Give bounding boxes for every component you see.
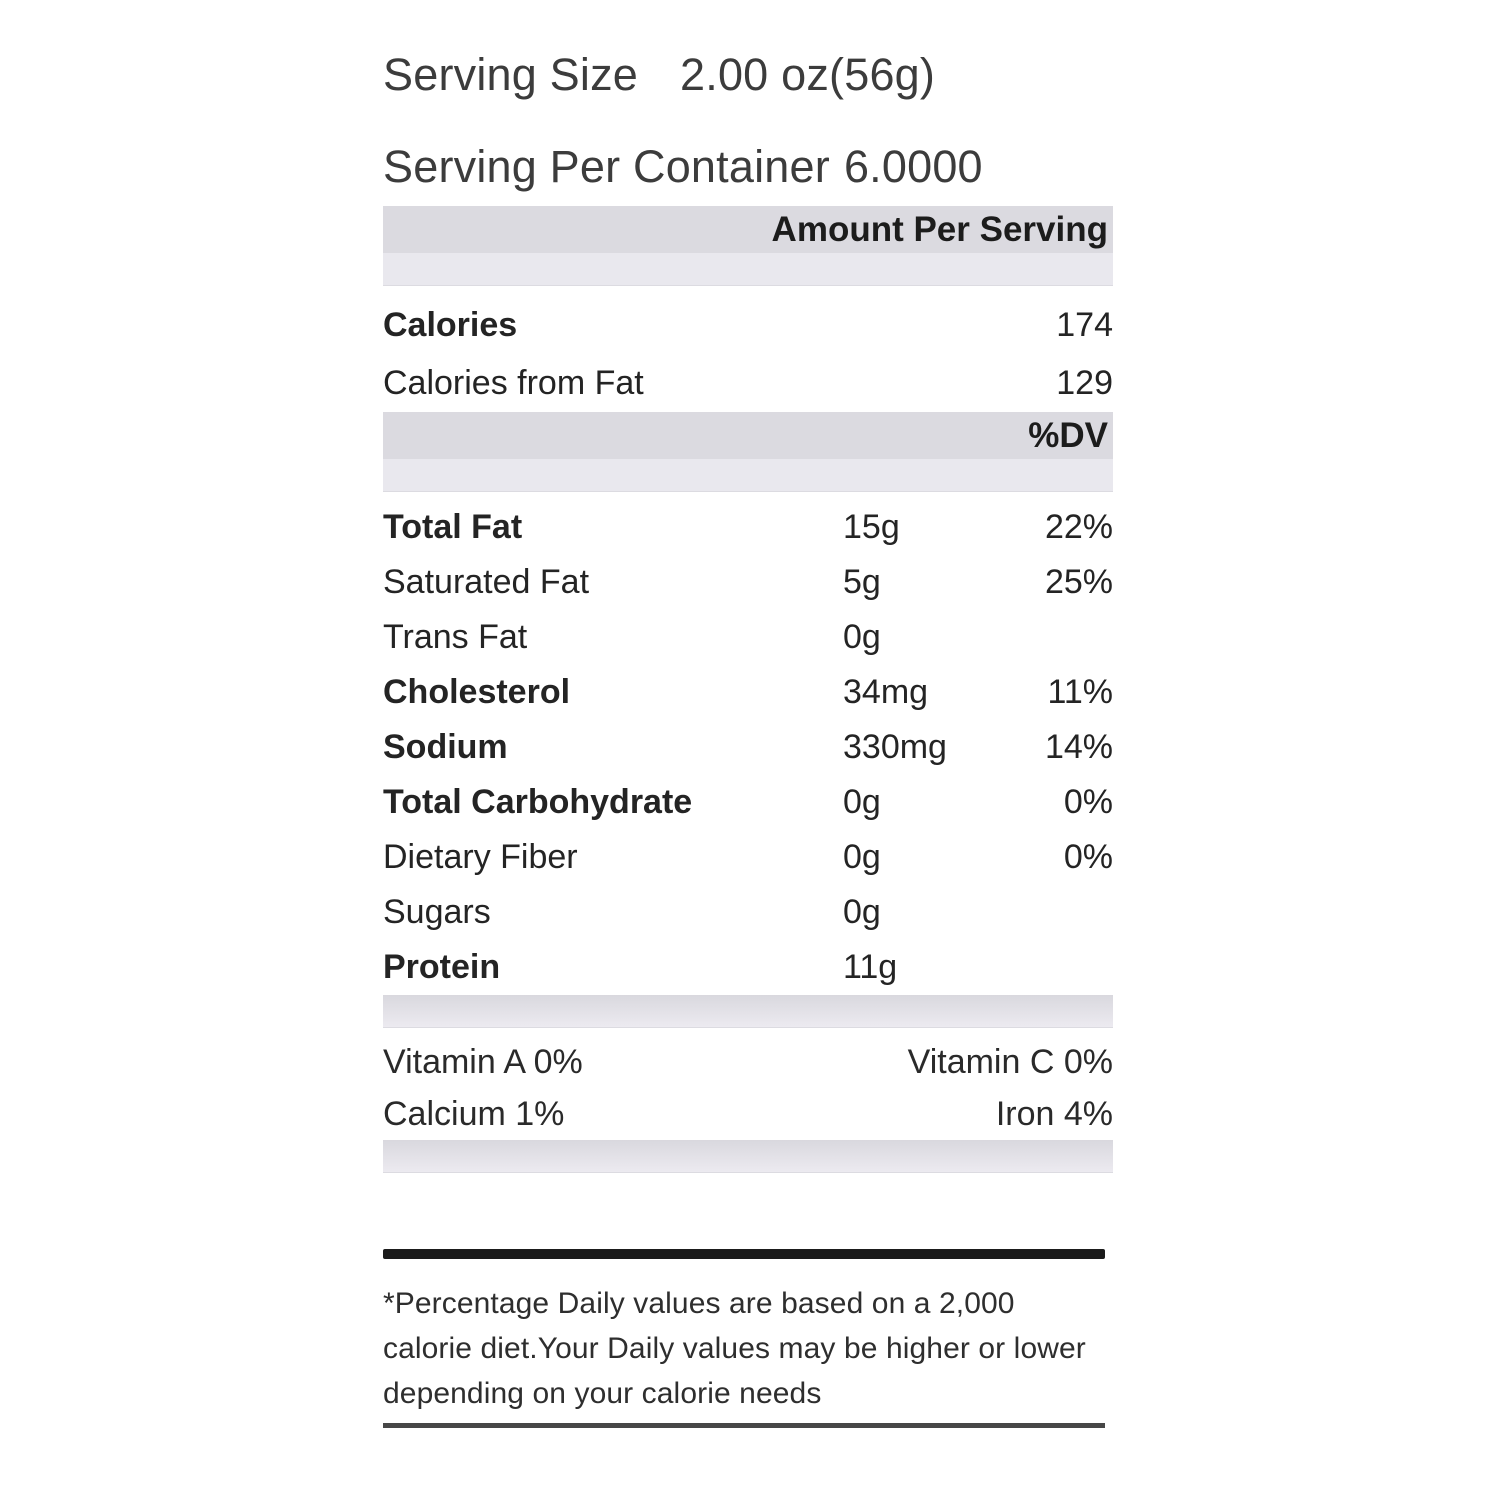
daily-value-header-text: %DV xyxy=(1028,415,1108,455)
nutrient-amount: 15g xyxy=(843,508,900,546)
calories-label: Calories xyxy=(383,305,518,344)
nutrient-amount: 11g xyxy=(843,948,898,986)
nutrient-label: Saturated Fat xyxy=(383,563,590,601)
nutrient-dv: 14% xyxy=(1044,728,1113,766)
thick-divider-rule xyxy=(383,1249,1105,1259)
servings-per-container-line xyxy=(383,140,1113,194)
nutrient-label: Protein xyxy=(383,948,501,986)
nutrient-amount: 0g xyxy=(843,838,881,876)
vitamin-a-value: Vitamin A 0% xyxy=(383,1042,583,1081)
nutrient-dv: 0% xyxy=(1063,783,1113,821)
nutrient-row-total-carbohydrate xyxy=(383,775,1113,830)
serving-size-label: Serving Size xyxy=(383,49,639,100)
footnote-line-3: depending on your calorie needs xyxy=(383,1377,822,1410)
vitamin-row-2 xyxy=(383,1088,1113,1140)
vitamin-c-value: Vitamin C 0% xyxy=(907,1042,1113,1081)
iron-value: Iron 4% xyxy=(995,1094,1113,1133)
band-lower-stripe xyxy=(383,253,1113,286)
nutrient-label: Dietary Fiber xyxy=(383,838,578,876)
calories-from-fat-row xyxy=(383,354,1113,412)
calories-section xyxy=(383,296,1113,412)
nutrient-amount: 0g xyxy=(843,783,881,821)
nutrient-dv: 0% xyxy=(1063,838,1113,876)
nutrient-row-sodium xyxy=(383,720,1113,775)
nutrients-section xyxy=(383,500,1113,995)
nutrient-row-dietary-fiber xyxy=(383,830,1113,885)
label-sheet xyxy=(383,0,1113,1428)
nutrient-amount: 0g xyxy=(843,618,881,656)
nutrient-dv: 11% xyxy=(1047,673,1113,711)
separator-band-top xyxy=(383,995,1113,1028)
calories-value: 174 xyxy=(1056,305,1113,344)
nutrient-row-total-fat xyxy=(383,500,1113,555)
calcium-value: Calcium 1% xyxy=(383,1094,565,1133)
calories-from-fat-value: 129 xyxy=(1056,363,1113,402)
nutrient-label: Sugars xyxy=(383,893,491,931)
nutrient-amount: 5g xyxy=(843,563,881,601)
vitamins-section xyxy=(383,1036,1113,1140)
servings-per-container-label: Serving Per Container xyxy=(383,141,830,192)
nutrient-dv: 25% xyxy=(1044,563,1113,601)
nutrient-amount: 34mg xyxy=(843,673,929,711)
calories-from-fat-label: Calories from Fat xyxy=(383,363,644,402)
nutrient-row-trans-fat xyxy=(383,610,1113,665)
nutrient-label: Total Fat xyxy=(383,508,523,546)
nutrient-row-cholesterol xyxy=(383,665,1113,720)
footnote-line-1: *Percentage Daily values are based on a 2,000 xyxy=(383,1287,1015,1320)
serving-size-value: 2.00 oz(56g) xyxy=(680,49,936,100)
amount-per-serving-header-text: Amount Per Serving xyxy=(771,209,1108,249)
bottom-rule xyxy=(383,1423,1105,1428)
separator-band-bottom xyxy=(383,1140,1113,1173)
band-lower-stripe xyxy=(383,459,1113,492)
daily-value-header xyxy=(383,412,1113,459)
amount-per-serving-header xyxy=(383,206,1113,253)
daily-value-band xyxy=(383,412,1113,492)
amount-per-serving-band xyxy=(383,206,1113,286)
nutrient-label: Total Carbohydrate xyxy=(383,783,693,821)
nutrient-amount: 0g xyxy=(843,893,881,931)
calories-row xyxy=(383,296,1113,354)
footnote-line-2: calorie diet.Your Daily values may be higher or lower xyxy=(383,1332,1086,1365)
nutrient-label: Trans Fat xyxy=(383,618,528,656)
serving-size-line xyxy=(383,48,1113,102)
footnote-text xyxy=(383,1281,1113,1416)
nutrient-row-sugars xyxy=(383,885,1113,940)
nutrient-dv: 22% xyxy=(1044,508,1113,546)
nutrient-label: Sodium xyxy=(383,728,508,766)
nutrient-row-saturated-fat xyxy=(383,555,1113,610)
nutrient-row-protein xyxy=(383,940,1113,995)
servings-per-container-value: 6.0000 xyxy=(843,141,983,192)
nutrient-amount: 330mg xyxy=(843,728,947,766)
nutrient-label: Cholesterol xyxy=(383,673,571,711)
vitamin-row-1 xyxy=(383,1036,1113,1088)
